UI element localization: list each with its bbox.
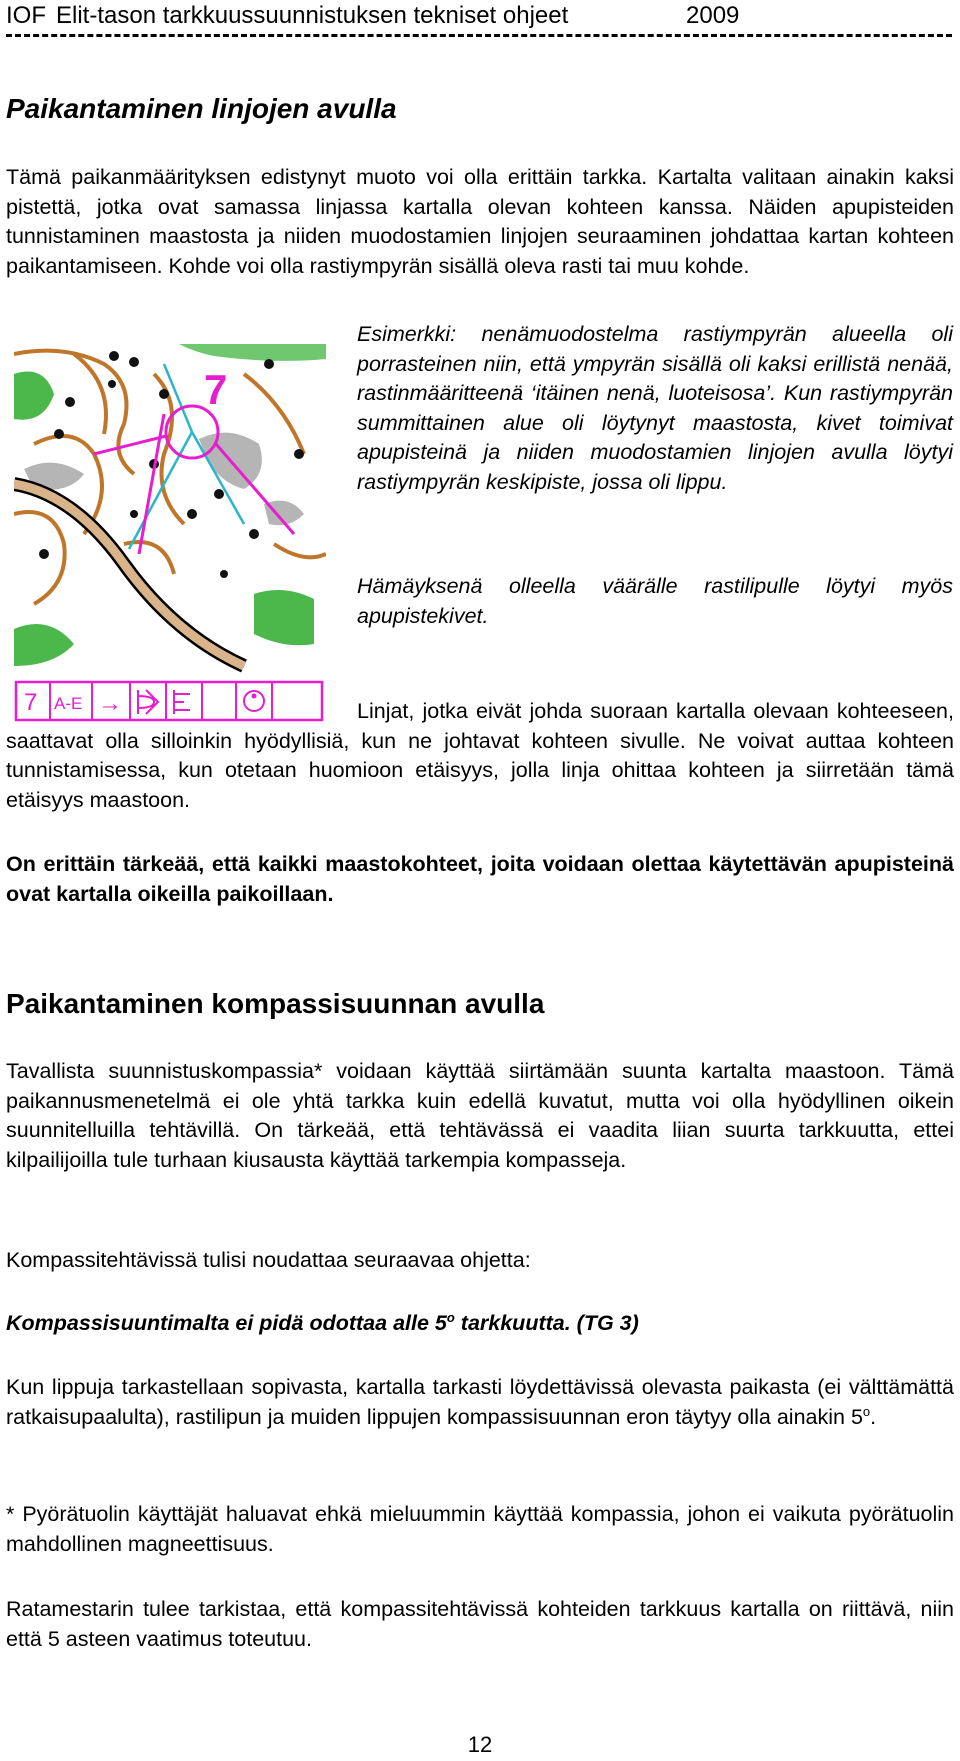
desc-cell-number: 7	[24, 689, 38, 716]
section2-heading: Paikantaminen kompassisuunnan avulla	[6, 988, 545, 1019]
section1-para1: Tämä paikanmäärityksen edistynyt muoto voi olla erittäin tarkka. Kartalta valitaan ainakin kaksi pistettä, jotka ovat samassa linjassa kartalla olevan kohteen kanssa. Näiden apupisteiden tunnistaminen maastosta ja niiden muodostamien linjojen seuraaminen johdattaa kartan kohteen paikantamiseen. Kohde voi olla rastiympyrän sisällä oleva rasti tai muu kohde.	[6, 165, 954, 278]
header-title: Elit-tason tarkkuussuunnistuksen tekniset ohjeet	[56, 2, 569, 29]
section2-rule: Kompassisuuntimalta ei pidä odottaa alle 5$^o$ tarkkuutta. (TG 3)	[6, 1309, 639, 1335]
section1-heading: Paikantaminen linjojen avulla	[6, 93, 397, 124]
section1-example: Esimerkki: nenämuodostelma rastiympyrän alueella oli porrasteinen niin, että ympyrän sisällä oli kaksi erillistä nenää, rastinmääritteenä ‘itäinen nenä, luoteisosa’. Kun rastiympyrän summittainen alue oli löytynyt maastosta, kivet toimivat apupisteinä ja niiden muodostamien linjojen avulla löytyi rastiympyrän keskipiste, jossa oli lippu.	[357, 322, 953, 494]
section1-important: On erittäin tärkeää, että kaikki maastokohteet, joita voidaan olettaa käytettävän apupisteinä ovat kartalla oikeilla paikoillaan.	[6, 852, 954, 906]
orienteering-map-figure	[14, 344, 326, 722]
section1-decoy: Hämäyksenä olleella väärälle rastilipulle löytyi myös apupistekivet.	[357, 574, 953, 628]
section2-para2: Kompassitehtävissä tulisi noudattaa seuraavaa ohjetta:	[6, 1248, 531, 1272]
page-number: 12	[467, 1732, 493, 1757]
section2-para4: Ratamestarin tulee tarkistaa, että kompassitehtävissä kohteiden tarkkuus kartalla on riittävä, niin että 5 asteen vaatimus toteutuu.	[6, 1597, 954, 1651]
desc-cell-arrow: →	[98, 690, 122, 717]
page-header	[6, 2, 954, 30]
desc-cell-code: A-E	[54, 694, 83, 713]
header-rule	[6, 34, 952, 37]
section2-para1: Tavallista suunnistuskompassia* voidaan käyttää siirtämään suunta kartalta maastoon. Tämä paikannusmenetelmä ei ole yhtä tarkka kuin edellä kuvatut, mutta voi olla hyödyllinen oikein suunnitelluilla tehtävillä. On tärkeää, että tehtävässä ei vaadita liian suurta tarkkuutta, ettei kilpailijoilla tule turhaan kiusausta käyttää tarkempia kompasseja.	[6, 1059, 954, 1172]
section2-footnote: * Pyörätuolin käyttäjät haluavat ehkä mieluummin käyttää kompassia, johon ei vaikuta pyörätuolin mahdollinen magneettisuus.	[6, 1502, 954, 1556]
header-org: IOF	[6, 2, 46, 29]
section1-para2: Linjat, jotka eivät johda suoraan kartalla olevaan kohteeseen, saattavat olla silloinkin hyödyllisiä, kun ne johtavat kohteen sivulle. Ne voivat auttaa kohteen tunnistamisessa, kun otetaan huomioon etäisyys, jolla linja ohittaa kohteen ja siirretään tämä etäisyys maastoon.	[6, 699, 954, 812]
map-control-number: 7	[204, 366, 228, 413]
section2-para3: Kun lippuja tarkastellaan sopivasta, kartalla tarkasti löydettävissä olevasta paikasta (ei välttämättä ratkaisupaalulta), rastilipun ja muiden lippujen kompassisuunnan eron täytyy olla ainakin 5$^o$.	[6, 1375, 954, 1429]
header-year: 2009	[686, 2, 740, 29]
